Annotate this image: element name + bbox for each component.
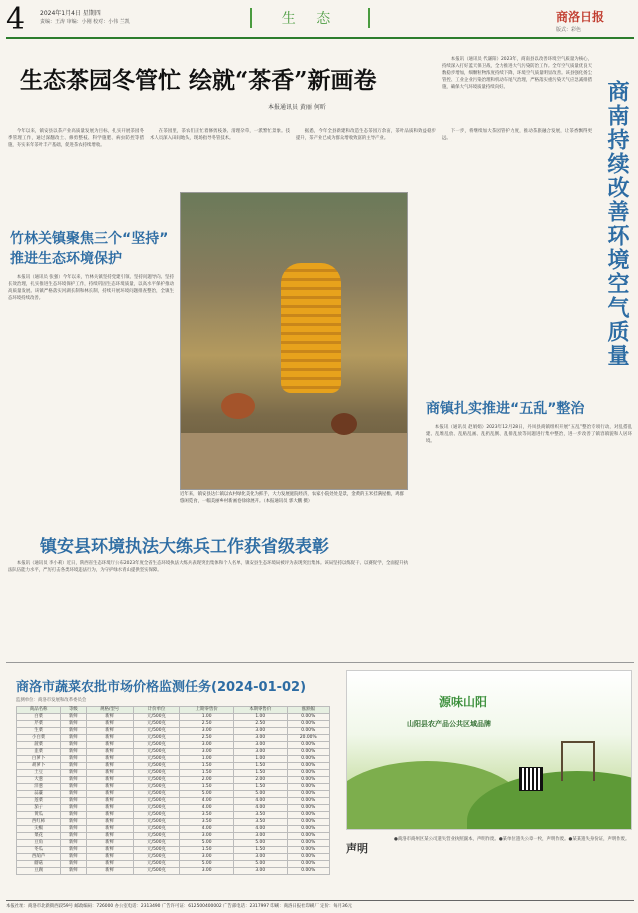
table-cell: 尖椒 <box>17 826 61 833</box>
table-cell: 0.00% <box>287 756 329 763</box>
table-cell: 5.00 <box>233 861 287 868</box>
table-cell: 新鲜 <box>86 735 133 742</box>
table-cell: 元/500克 <box>133 742 180 749</box>
table-cell: 韭菜 <box>17 749 61 756</box>
table-cell: 元/500克 <box>133 854 180 861</box>
table-cell: 新鲜 <box>86 826 133 833</box>
lead-column-3: 据悉，今年全县新建和改造生态茶园万余亩，茶叶品质和效益稳步提升，茶产业已成为群众增收致富的主导产业。 <box>296 129 436 141</box>
table-cell: 3.50 <box>233 819 287 826</box>
table-cell: 1.00 <box>233 714 287 721</box>
table-cell: 新鲜 <box>86 728 133 735</box>
lead-column-2: 在茶园里，茶农们正忙着修剪枝条、清理杂草，一派繁忙景象。技术人员深入田间地头，现场指导冬管技术。 <box>150 129 290 141</box>
table-cell: 3.50 <box>233 812 287 819</box>
table-cell: 新鲜 <box>61 721 86 728</box>
table-cell: 0.00% <box>287 826 329 833</box>
table-cell: 新鲜 <box>61 714 86 721</box>
table-cell: 新鲜 <box>86 833 133 840</box>
table-cell: 生菜 <box>17 728 61 735</box>
ad-gate-icon <box>561 741 595 781</box>
table-cell: 元/500克 <box>133 798 180 805</box>
table-cell: 新鲜 <box>86 840 133 847</box>
table-row <box>17 735 330 742</box>
lead-column-1: 今年以来，镇安县以茶产业高质量发展为目标，扎实开展茶园冬季管理工作，通过深翻改土、修剪整枝、科学施肥、病虫防控等措施，夯实来年茶叶丰产基础，促进茶农持续增收。 <box>8 129 144 148</box>
table-cell: 新鲜 <box>86 847 133 854</box>
table-body <box>17 714 330 875</box>
table-cell: 新鲜 <box>86 854 133 861</box>
zhulinguan-text: 本报讯（通讯员 张强）今年以来，竹林关镇坚持党建引领、坚持问题导向、坚持长效治理，扎实推进生态环境保护工作，持续巩固生态环境质量，以高水平保护推动高质量发展。该镇严格落实河湖长制和林长制，持续开展环境问题排查整治，全镇生态环境持续改善。 <box>8 275 174 301</box>
table-cell: 3.00 <box>233 728 287 735</box>
table-cell: 0.00% <box>287 763 329 770</box>
table-cell: 3.00 <box>233 735 287 742</box>
table-header-cell: 计价单位 <box>133 707 180 714</box>
table-cell: 元/500克 <box>133 791 180 798</box>
table-cell: 新鲜 <box>61 861 86 868</box>
table-cell: 元/500克 <box>133 784 180 791</box>
table-cell: 1.50 <box>180 847 234 854</box>
table-cell: 0.00% <box>287 770 329 777</box>
table-cell: 0.00% <box>287 728 329 735</box>
table-cell: 元/500克 <box>133 868 180 875</box>
table-cell: 大葱 <box>17 777 61 784</box>
table-cell: 20.00% <box>287 735 329 742</box>
table-cell: 新鲜 <box>61 770 86 777</box>
advertisement <box>346 670 632 830</box>
table-cell: 1.50 <box>180 763 234 770</box>
table-cell: 3.50 <box>180 812 234 819</box>
table-cell: 1.50 <box>180 770 234 777</box>
table-cell: 元/500克 <box>133 826 180 833</box>
table-cell: 新鲜 <box>86 742 133 749</box>
table-cell: 新鲜 <box>61 847 86 854</box>
table-cell: 元/500克 <box>133 763 180 770</box>
table-cell: 元/500克 <box>133 749 180 756</box>
editor-credits: 责编：王涛 审编：小刚 校对：小伟 兰凯 <box>40 19 130 25</box>
right-story-headline: 商南持续改善环境空气质量 <box>604 80 629 368</box>
table-row <box>17 714 330 721</box>
table-cell: 0.00% <box>287 861 329 868</box>
table-cell: 5.00 <box>233 840 287 847</box>
table-cell: 0.00% <box>287 854 329 861</box>
table-cell: 新鲜 <box>86 763 133 770</box>
table-cell: 冬瓜 <box>17 847 61 854</box>
table-cell: 新鲜 <box>86 805 133 812</box>
table-cell: 莲菜 <box>17 798 61 805</box>
price-table <box>16 706 330 875</box>
table-cell: 2.00 <box>180 777 234 784</box>
table-cell: 新鲜 <box>61 833 86 840</box>
table-cell: 2.00 <box>233 777 287 784</box>
table-row <box>17 756 330 763</box>
table-cell: 新鲜 <box>61 798 86 805</box>
table-row <box>17 861 330 868</box>
table-row <box>17 868 330 875</box>
table-cell: 新鲜 <box>86 770 133 777</box>
zhenan-text: 本报讯（通讯员 李小莉）近日，陕西省生态环境厅公布2023年度全省生态环境执法大练兵表现突出集体和个人名单，镇安县生态环境局被评为表现突出集体。该局坚持以练促干、以赛促学，全面提升执法队伍能力水平，严厉打击各类环境违法行为，为守护绿水青山提供坚实保障。 <box>8 561 408 573</box>
table-cell: 新鲜 <box>86 784 133 791</box>
table-cell: 元/500克 <box>133 805 180 812</box>
table-cell: 新鲜 <box>86 756 133 763</box>
table-row <box>17 833 330 840</box>
table-cell: 新鲜 <box>61 868 86 875</box>
table-cell: 0.00% <box>287 805 329 812</box>
table-header-cell: 规格/型号 <box>86 707 133 714</box>
table-cell: 元/500克 <box>133 840 180 847</box>
table-cell: 0.00% <box>287 833 329 840</box>
table-cell: 元/500克 <box>133 777 180 784</box>
table-row <box>17 812 330 819</box>
table-cell: 0.00% <box>287 812 329 819</box>
table-cell: 新鲜 <box>86 721 133 728</box>
table-cell: 3.50 <box>180 819 234 826</box>
table-cell: 新鲜 <box>86 868 133 875</box>
table-row <box>17 847 330 854</box>
footer: 本报社址：商洛市北新街西段59号 邮政编码：726000 办公室电话：2313490 广告许可证：612500400002 广告部电话：2317997 印刷：商洛日报社印刷厂 定价：每月36元 <box>6 900 634 909</box>
section-title: 生 态 <box>250 8 370 28</box>
table-cell: 小白菜 <box>17 735 61 742</box>
table-cell: 5.00 <box>180 791 234 798</box>
table-cell: 西葫芦 <box>17 854 61 861</box>
table-cell: 0.00% <box>287 868 329 875</box>
table-cell: 新鲜 <box>61 791 86 798</box>
table-cell: 0.00% <box>287 742 329 749</box>
table-cell: 新鲜 <box>61 805 86 812</box>
table-cell: 5.00 <box>233 791 287 798</box>
table-cell: 0.00% <box>287 798 329 805</box>
table-cell: 3.00 <box>233 868 287 875</box>
table-cell: 3.00 <box>180 749 234 756</box>
hen-2 <box>331 413 357 435</box>
table-cell: 新鲜 <box>86 812 133 819</box>
hen-1 <box>221 393 255 419</box>
table-cell: 1.50 <box>233 770 287 777</box>
table-cell: 2.50 <box>233 721 287 728</box>
table-cell: 白萝卜 <box>17 756 61 763</box>
table-cell: 元/500克 <box>133 756 180 763</box>
section-divider <box>6 662 634 663</box>
table-cell: 0.00% <box>287 847 329 854</box>
table-cell: 元/500克 <box>133 812 180 819</box>
table-cell: 1.00 <box>180 756 234 763</box>
table-cell: 新鲜 <box>61 854 86 861</box>
table-cell: 3.00 <box>180 742 234 749</box>
page-header <box>0 0 638 40</box>
qr-code-icon <box>519 767 543 791</box>
table-cell: 0.00% <box>287 791 329 798</box>
zhenan-headline: 镇安县环境执法大练兵工作获省级表彰 <box>40 537 329 557</box>
price-table-title: 商洛市蔬菜农批市场价格监测任务(2024-01-02) <box>16 680 307 695</box>
table-cell: 0.00% <box>287 784 329 791</box>
table-cell: 豆角 <box>17 840 61 847</box>
table-cell: 0.00% <box>287 714 329 721</box>
table-row <box>17 805 330 812</box>
table-cell: 芹菜 <box>17 721 61 728</box>
table-header-cell: 涨跌幅 <box>287 707 329 714</box>
table-cell: 元/500克 <box>133 728 180 735</box>
table-cell: 新鲜 <box>61 742 86 749</box>
table-cell: 2.50 <box>180 721 234 728</box>
table-cell: 新鲜 <box>86 714 133 721</box>
table-cell: 土豆 <box>17 770 61 777</box>
table-cell: 3.00 <box>180 854 234 861</box>
issue-date: 2024年1月4日 星期四 <box>40 10 101 17</box>
page-number: 4 <box>6 2 26 37</box>
village-photo <box>180 192 408 490</box>
table-cell: 新鲜 <box>61 819 86 826</box>
table-cell: 蒜薹 <box>17 791 61 798</box>
table-cell: 新鲜 <box>86 861 133 868</box>
table-cell: 黄瓜 <box>17 812 61 819</box>
table-cell: 1.50 <box>233 763 287 770</box>
table-cell: 5.00 <box>180 840 234 847</box>
statement-title: 声明 <box>346 842 368 855</box>
table-cell: 3.00 <box>180 868 234 875</box>
table-cell: 菠菜 <box>17 742 61 749</box>
table-cell: 新鲜 <box>86 777 133 784</box>
table-cell: 新鲜 <box>61 735 86 742</box>
zhulinguan-headline-line2: 推进生态环境保护 <box>10 251 122 267</box>
table-cell: 1.00 <box>233 756 287 763</box>
table-cell: 1.50 <box>180 784 234 791</box>
table-cell: 白菜 <box>17 714 61 721</box>
table-cell: 元/500克 <box>133 735 180 742</box>
right-story-text: 本报讯（通讯员 代谦阳）2023年，商南县以改善环境空气质量为核心，持续深入打好蓝天保卫战，全力推进大气污染防治工作。全年空气质量优良天数稳步增加，细颗粒物浓度持续下降，环境空气质量明显改善。该县强化扬尘管控、工业企业污染治理和机动车尾气治理，严格落实重污染天气应急减排措施，确保大气环境质量持续向好。 <box>442 57 592 90</box>
table-cell: 豆腐 <box>17 868 61 875</box>
table-row <box>17 854 330 861</box>
table-cell: 新鲜 <box>61 749 86 756</box>
table-cell: 3.00 <box>233 742 287 749</box>
table-cell: 4.00 <box>180 805 234 812</box>
table-cell: 胡萝卜 <box>17 763 61 770</box>
table-cell: 茄子 <box>17 805 61 812</box>
table-cell: 4.00 <box>233 826 287 833</box>
shangzhen-text: 本报讯（通讯员 赵娟娟）2023年12月28日，丹凤县商镇组织开展“五乱”整治专项行动，对乱搭乱建、乱堆乱放、乱贴乱画、乱扔乱倒、乱排乱放等问题进行集中整治，进一步改善了镇容镇貌和人居环境。 <box>426 425 632 444</box>
hanging-corn <box>281 263 341 393</box>
table-cell: 0.00% <box>287 840 329 847</box>
table-cell: 1.50 <box>233 784 287 791</box>
table-cell: 4.00 <box>180 798 234 805</box>
table-cell: 新鲜 <box>86 749 133 756</box>
table-cell: 元/500克 <box>133 770 180 777</box>
table-cell: 4.00 <box>233 805 287 812</box>
lead-byline: 本报通讯员 黄丽 何昕 <box>268 104 326 111</box>
table-cell: 5.00 <box>180 861 234 868</box>
table-cell: 3.00 <box>233 749 287 756</box>
table-row <box>17 728 330 735</box>
table-row <box>17 798 330 805</box>
shangzhen-headline: 商镇扎实推进“五乱”整治 <box>426 401 585 417</box>
table-row <box>17 784 330 791</box>
table-cell: 元/500克 <box>133 833 180 840</box>
table-cell: 新鲜 <box>61 763 86 770</box>
table-row <box>17 749 330 756</box>
table-cell: 蘑菇 <box>17 861 61 868</box>
table-row <box>17 770 330 777</box>
ad-tagline: 山阳县农产品公共区域品牌 <box>407 720 491 728</box>
table-cell: 新鲜 <box>86 819 133 826</box>
table-cell: 新鲜 <box>61 826 86 833</box>
table-cell: 3.00 <box>233 854 287 861</box>
table-cell: 新鲜 <box>61 756 86 763</box>
table-row <box>17 826 330 833</box>
table-cell: 新鲜 <box>61 812 86 819</box>
table-cell: 3.00 <box>180 833 234 840</box>
table-row <box>17 791 330 798</box>
table-cell: 3.00 <box>233 833 287 840</box>
table-cell: 4.00 <box>233 798 287 805</box>
table-cell: 3.00 <box>180 728 234 735</box>
lead-headline: 生态茶园冬管忙 绘就“茶香”新画卷 <box>20 67 377 94</box>
ad-logo: 源味山阳 <box>439 695 488 709</box>
table-header-cell: 等级 <box>61 707 86 714</box>
table-cell: 0.00% <box>287 777 329 784</box>
table-cell: 4.00 <box>180 826 234 833</box>
table-cell: 新鲜 <box>86 798 133 805</box>
table-cell: 菜花 <box>17 833 61 840</box>
table-row <box>17 742 330 749</box>
table-cell: 新鲜 <box>86 791 133 798</box>
table-cell: 元/500克 <box>133 861 180 868</box>
table-header-cell: 商品名称 <box>17 707 61 714</box>
table-cell: 1.00 <box>180 714 234 721</box>
statement-text: ●商洛市商州区某公司遗失营业执照副本，声明作废。●某单位遗失公章一枚，声明作废。●某某遗失身份证，声明作废。 <box>394 837 630 842</box>
table-cell: 西红柿 <box>17 819 61 826</box>
table-cell: 元/500克 <box>133 721 180 728</box>
table-cell: 新鲜 <box>61 784 86 791</box>
table-cell: 元/500克 <box>133 847 180 854</box>
table-row <box>17 721 330 728</box>
table-cell: 1.50 <box>233 847 287 854</box>
price-table-source: 监测单位：商洛市发展和改革委员会 <box>16 698 87 703</box>
table-row <box>17 840 330 847</box>
zhulinguan-headline-line1: 竹林关镇聚焦三个“坚持” <box>10 231 169 247</box>
newspaper-logo: 商洛日报 <box>556 10 605 24</box>
lead-column-4: 下一步，将继续加大茶园管护力度，推动茶旅融合发展，让茶香飘得更远。 <box>442 129 592 141</box>
table-header-cell: 本期零售价 <box>233 707 287 714</box>
table-row <box>17 763 330 770</box>
table-cell: 0.00% <box>287 749 329 756</box>
table-cell: 0.00% <box>287 819 329 826</box>
table-cell: 新鲜 <box>61 777 86 784</box>
photo-caption: 近年来，镇安县达仁镇以农村绿化美化为抓手，大力发展庭院经济，农家小院处处是景，金黄的玉米挂满屋檐，鸡群悠闲觅食，一幅美丽乡村新画卷徐徐展开。（本报通讯员 郭大鹏 摄） <box>180 492 404 504</box>
table-cell: 0.00% <box>287 721 329 728</box>
table-header-cell: 上期零售价 <box>180 707 234 714</box>
table-cell: 洋葱 <box>17 784 61 791</box>
table-row <box>17 777 330 784</box>
header-info: 版式：彩色 <box>556 27 582 33</box>
table-cell: 新鲜 <box>61 728 86 735</box>
table-cell: 新鲜 <box>61 840 86 847</box>
photo-ground <box>181 433 408 490</box>
table-cell: 2.50 <box>180 735 234 742</box>
table-row <box>17 819 330 826</box>
table-cell: 元/500克 <box>133 714 180 721</box>
table-header-row <box>17 707 330 714</box>
header-rule <box>6 37 634 39</box>
table-cell: 元/500克 <box>133 819 180 826</box>
